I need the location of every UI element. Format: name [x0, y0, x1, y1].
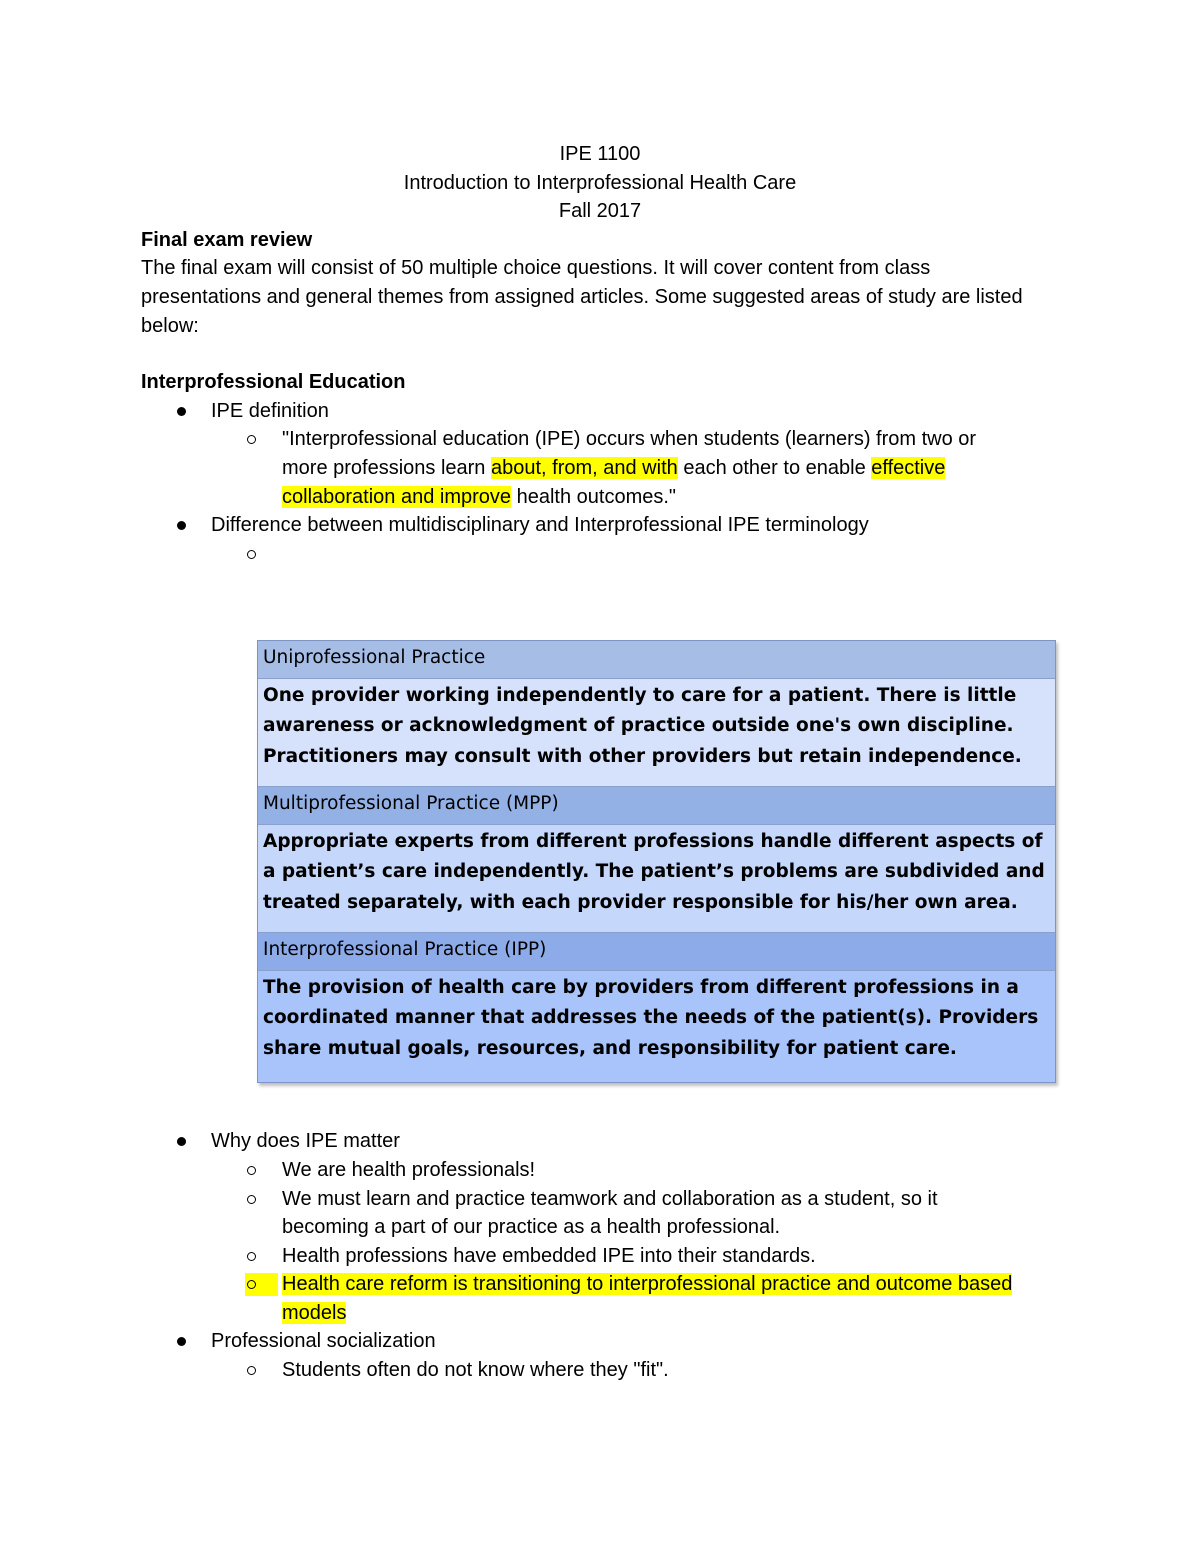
list-item	[141, 511, 1061, 540]
table-row-body: Appropriate experts from different professions handle different aspects of a patient’s care independently. The patient’s problems are subdivided and treated separately, with each provider responsible for his/her own area.	[258, 825, 1055, 934]
table-row-title: Interprofessional Practice (IPP)	[258, 933, 1055, 971]
definition-text-2: each other to enable	[677, 456, 872, 479]
section-heading: Interprofessional Education	[141, 371, 406, 394]
definition-highlight-1: about, from, and with	[490, 456, 678, 479]
ipe-definition	[141, 425, 1061, 511]
item-label: Professional socialization	[211, 1330, 436, 1353]
sub-item	[141, 1242, 1061, 1271]
sub-item-text: We must learn and practice teamwork and collaboration as a student, so it becoming a part of our practice as a health professional.	[282, 1187, 938, 1239]
sub-item	[141, 1156, 1061, 1185]
definition-highlight-2a: effective	[871, 456, 946, 479]
course-title: Introduction to Interprofessional Health Care	[403, 171, 797, 194]
item-label: IPE definition	[211, 399, 329, 422]
list-item	[141, 1127, 1061, 1156]
sub-item-text: Health professions have embedded IPE into their standards.	[282, 1244, 816, 1267]
item-label: Why does IPE matter	[211, 1130, 400, 1153]
table-row-title: Uniprofessional Practice	[258, 641, 1055, 679]
sub-item-text: Students often do not know where they "fit".	[282, 1359, 669, 1382]
sub-item-highlighted	[141, 1270, 1061, 1327]
sub-item-text: Health care reform is transitioning to interprofessional practice and outcome based models	[282, 1273, 1013, 1324]
sub-item	[141, 1356, 1061, 1385]
table-row-body: One provider working independently to care for a patient. There is little awareness or acknowledgment of practice outside one's own discipline. Practitioners may consult with other providers but retain independence.	[258, 679, 1055, 788]
table-row-title: Multiprofessional Practice (MPP)	[258, 787, 1055, 825]
course-term: Fall 2017	[558, 200, 642, 223]
empty-sub-item	[141, 540, 1061, 569]
table-row-body: The provision of health care by providers from different professions in a coordinated manner that addresses the needs of the patient(s). Providers share mutual goals, resources, and responsibility for patient care.	[258, 971, 1055, 1083]
practice-comparison-table	[257, 640, 1056, 1083]
list-item	[141, 1327, 1061, 1356]
sub-item-text: We are health professionals!	[282, 1158, 536, 1181]
definition-text-3: health outcomes."	[511, 485, 677, 508]
course-code: IPE 1100	[559, 143, 641, 165]
item-label: Difference between multidisciplinary and Interprofessional IPE terminology	[211, 514, 869, 537]
sub-item	[141, 1185, 1061, 1242]
definition-text-1: "Interprofessional education (IPE) occurs when students (learners) from two or more professions learn	[282, 428, 977, 479]
review-intro: The final exam will consist of 50 multiple choice questions. It will cover content from class presentations and general themes from assigned articles. Some suggested areas of study are listed below:	[141, 257, 1023, 337]
definition-highlight-2b: collaboration and improve	[282, 485, 512, 508]
review-heading: Final exam review	[141, 228, 313, 251]
list-item	[141, 397, 1061, 426]
